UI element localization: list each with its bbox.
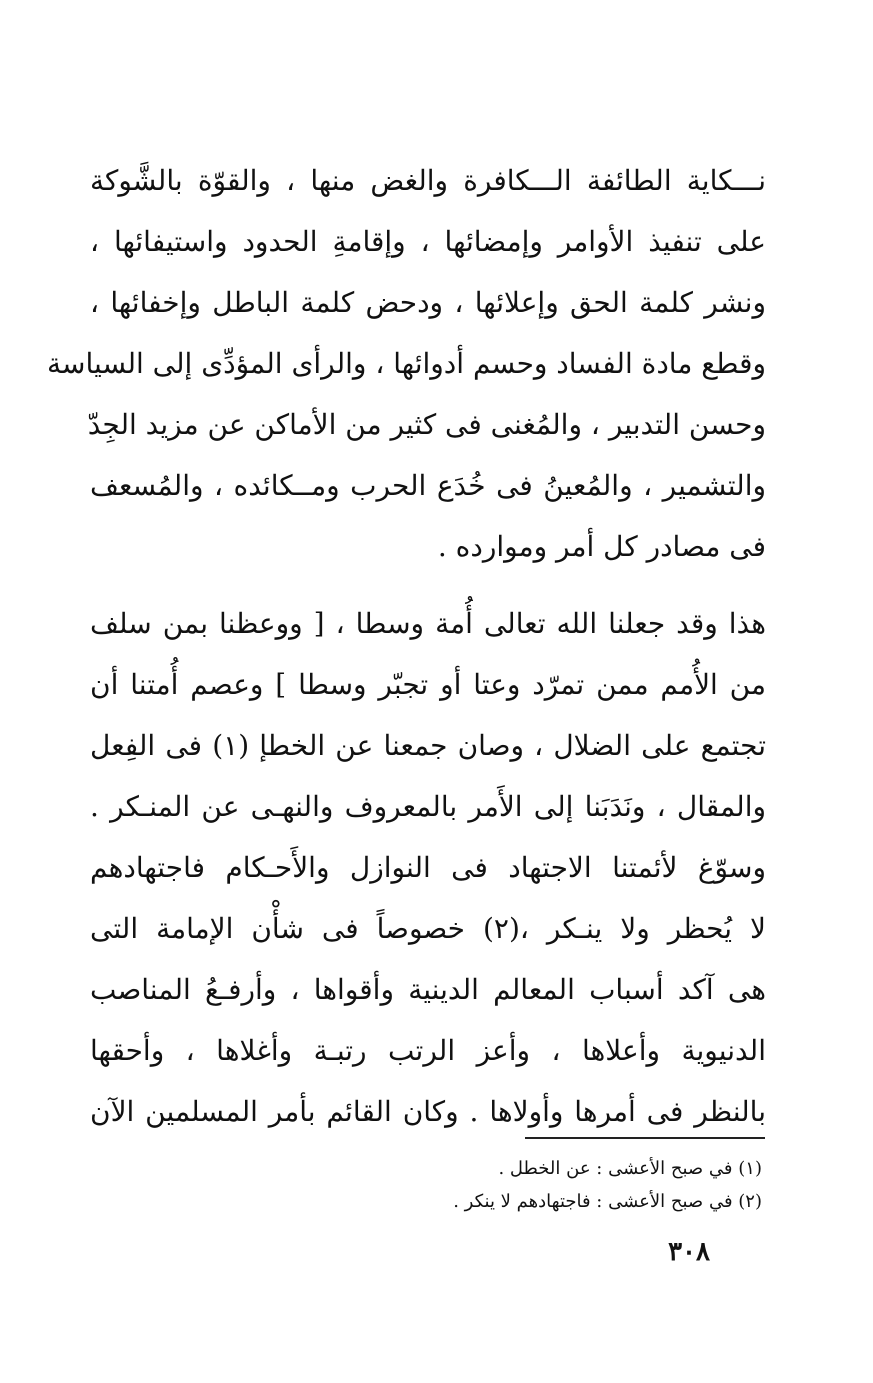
paragraph-2 xyxy=(90,593,766,1142)
paragraph-line: فى مصادر كل أمر وموارده . xyxy=(437,530,766,563)
paragraph-line: نـــكاية الطائفة الـــكافرة والغض منها ، والقوّة بالشَّوكة xyxy=(90,164,766,197)
paragraph-line: بالنظر فى أمرها وأولاها . وكان القائم بأمر المسلمين الآن xyxy=(90,1095,766,1128)
paragraph-line: من الأُمم ممن تمرّد وعتا أو تجبّر وسطا ] وعصم أُمتنا أن xyxy=(90,668,766,701)
page-number: ٣٠٨ xyxy=(668,1237,710,1267)
paragraph-line: الدنيوية وأعلاها ، وأعز الرتب رتبـة وأغلاها ، وأحقها xyxy=(90,1034,766,1067)
paragraph-1 xyxy=(47,150,766,577)
paragraph-line: على تنفيذ الأوامر وإمضائها ، وإقامةِ الحدود واستيفائها ، xyxy=(90,225,766,258)
paragraph-line: هذا وقد جعلنا الله تعالى أُمة وسطا ، [ ووعظنا بمن سلف xyxy=(90,607,766,640)
paragraph-line: وقطع مادة الفساد وحسم أدوائها ، والرأى المؤدِّى إلى السياسة xyxy=(47,347,766,380)
paragraph-line: هى آكد أسباب المعالم الدينية وأقواها ، وأرفـعُ المناصب xyxy=(90,973,766,1006)
footnotes xyxy=(300,1152,762,1218)
paragraph-line: لا يُحظر ولا ينـكر ،(٢) خصوصاً فى شأْن الإمامة التى xyxy=(90,912,767,945)
paragraph-line: وسوّغ لأئمتنا الاجتهاد فى النوازل والأَحـكام فاجتهادهم xyxy=(90,851,766,884)
paragraph-line: ونشر كلمة الحق وإعلائها ، ودحض كلمة الباطل وإخفائها ، xyxy=(90,286,766,319)
footnote-2: (٢) في صبح الأعشى : فاجتهادهم لا ينكر . xyxy=(453,1191,762,1212)
paragraph-line: والمقال ، ونَدَبَنا إلى الأَمر بالمعروف والنهـى عن المنـكر . xyxy=(90,790,766,823)
paragraph-line: وحسن التدبير ، والمُغنى فى كثير من الأماكن عن مزيد الجِدّ xyxy=(87,408,766,441)
footnote-divider xyxy=(525,1137,765,1139)
footnote-1: (١) في صبح الأعشى : عن الخطل . xyxy=(498,1158,762,1179)
paragraph-line: والتشمير ، والمُعينُ فى خُدَع الحرب ومــكائده ، والمُسعف xyxy=(90,469,766,502)
paragraph-line: تجتمع على الضلال ، وصان جمعنا عن الخطإ (١) فى الفِعل xyxy=(90,729,766,762)
